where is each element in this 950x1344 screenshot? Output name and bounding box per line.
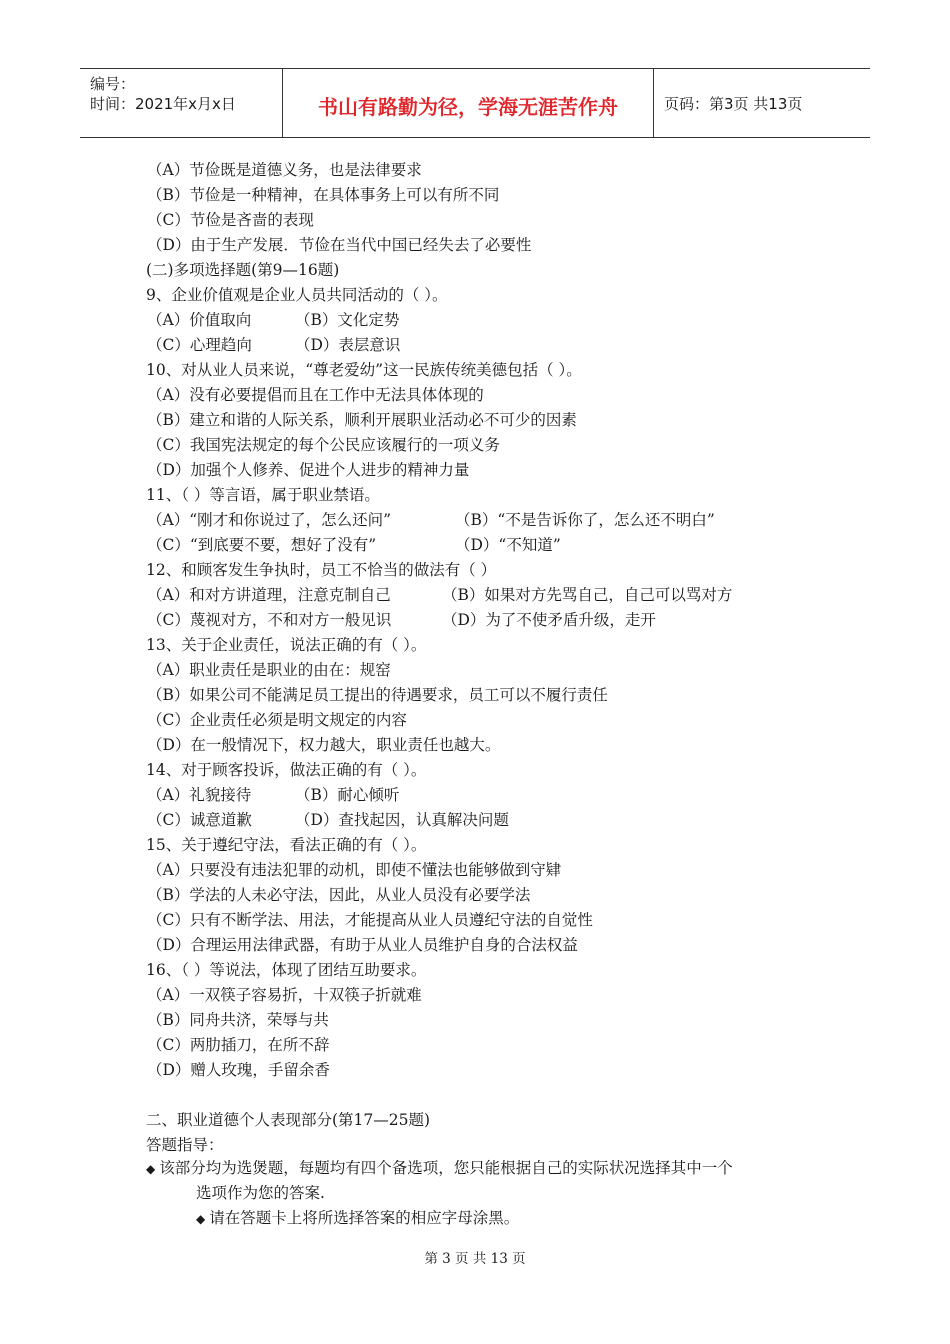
diamond-bullet-icon: ◆ — [196, 1212, 206, 1226]
q10-stem: 10、对从业人员来说，“尊老爱幼”这一民族传统美德包括（ ）。 — [146, 361, 582, 379]
q14-stem: 14、对于顾客投诉，做法正确的有（ ）。 — [146, 761, 427, 779]
q12-stem: 12、和顾客发生争执时，员工不恰当的做法有（ ） — [146, 561, 497, 579]
q9-option-c: （C）心理趋向 — [147, 336, 252, 354]
q16-option-c: （C）两肋插刀，在所不辞 — [147, 1036, 330, 1054]
q15-option-b: （B）学法的人未必守法，因此，从业人员没有必要学法 — [147, 886, 531, 904]
q14-option-a: （A）礼貌接待 — [147, 786, 252, 804]
q12-option-d: （D）为了不使矛盾升级，走开 — [442, 611, 656, 629]
header-info-cell — [80, 69, 283, 137]
q15-option-c: （C）只有不断学法、用法，才能提高从业人员遵纪守法的自觉性 — [147, 911, 593, 929]
motto: 书山有路勤为径，学海无涯苦作舟 — [318, 95, 618, 119]
q9-stem: 9、企业价值观是企业人员共同活动的（ ）。 — [146, 286, 448, 304]
answer-guide-label: 答题指导： — [146, 1136, 224, 1154]
q12-option-b: （B）如果对方先骂自己，自己可以骂对方 — [442, 586, 733, 604]
page-footer: 第 3 页 共 13 页 — [424, 1251, 526, 1267]
instruction-bullet-1 — [146, 1158, 733, 1179]
section-heading-multiple-choice: (二)多项选择题(第9—16题) — [146, 261, 340, 279]
q13-option-b: （B）如果公司不能满足员工提出的待遇要求，员工可以不履行责任 — [147, 686, 608, 704]
q8-option-a: （A）节俭既是道德义务，也是法律要求 — [147, 161, 422, 179]
q11-option-c: （C）“到底要不要，想好了没有” — [147, 536, 377, 554]
q9-option-b: （B）文化定势 — [295, 311, 400, 329]
diamond-bullet-icon: ◆ — [146, 1162, 156, 1176]
q11-stem: 11、（ ）等言语，属于职业禁语。 — [146, 486, 380, 504]
q8-option-b: （B）节俭是一种精神，在具体事务上可以有所不同 — [147, 186, 500, 204]
q15-stem: 15、关于遵纪守法，看法正确的有（ ）。 — [146, 836, 427, 854]
q13-option-d: （D）在一般情况下，权力越大，职业责任也越大。 — [147, 736, 501, 754]
page-header — [80, 68, 870, 138]
q12-option-c: （C）蔑视对方，不和对方一般见识 — [147, 611, 392, 629]
q8-option-c: （C）节俭是吝啬的表现 — [147, 211, 314, 229]
q11-option-d: （D）“不知道” — [455, 536, 561, 554]
q15-option-a: （A）只要没有违法犯罪的动机，即使不懂法也能够做到守肄 — [147, 861, 562, 879]
header-page-cell — [654, 69, 870, 137]
q10-option-c: （C）我国宪法规定的每个公民应该履行的一项义务 — [147, 436, 500, 454]
q10-option-d: （D）加强个人修养、促进个人进步的精神力量 — [147, 461, 470, 479]
q16-stem: 16、（ ）等说法，体现了团结互助要求。 — [146, 961, 427, 979]
date-label: 时间：2021年x月x日 — [90, 95, 236, 113]
q13-option-c: （C）企业责任必须是明文规定的内容 — [147, 711, 407, 729]
q16-option-d: （D）赠人玫瑰，手留余香 — [147, 1061, 330, 1079]
q13-option-a: （A）职业责任是职业的由在：规窑 — [147, 661, 391, 679]
q13-stem: 13、关于企业责任，说法正确的有（ ）。 — [146, 636, 427, 654]
instruction-bullet-2 — [196, 1208, 519, 1229]
q16-option-b: （B）同舟共济，荣辱与共 — [147, 1011, 329, 1029]
header-motto-cell — [283, 69, 654, 137]
q8-option-d: （D）由于生产发展．节俭在当代中国已经失去了必要性 — [147, 236, 532, 254]
q10-option-a: （A）没有必要提倡而且在工作中无法具体体现的 — [147, 386, 484, 404]
page-number-label: 页码：第3页 共13页 — [664, 95, 803, 113]
q14-option-d: （D）查找起因，认真解决问题 — [295, 811, 509, 829]
q16-option-a: （A）一双筷子容易折，十双筷子折就难 — [147, 986, 422, 1004]
section-heading-personal-performance: 二、职业道德个人表现部分(第17—25题) — [146, 1111, 431, 1129]
q11-option-a: （A）“刚才和你说过了，怎么还问” — [147, 511, 392, 529]
q11-option-b: （B）“不是告诉你了，怎么还不明白” — [455, 511, 715, 529]
instruction-1-text: 该部分均为选煲题，每题均有四个备选项，您只能根据自己的实际状况选择其中一个 — [159, 1159, 733, 1177]
q9-option-a: （A）价值取向 — [147, 311, 252, 329]
q14-option-c: （C）诚意道歉 — [147, 811, 252, 829]
q14-option-b: （B）耐心倾听 — [295, 786, 400, 804]
instruction-2-text: 请在答题卡上将所选择答案的相应字母涂黑。 — [209, 1209, 520, 1227]
q10-option-b: （B）建立和谐的人际关系，顺利开展职业活动必不可少的因素 — [147, 411, 577, 429]
serial-number-label: 编号： — [90, 75, 136, 93]
instruction-bullet-1-continued: 选项作为您的答案. — [196, 1184, 325, 1202]
q15-option-d: （D）合理运用法律武器，有助于从业人员维护自身的合法权益 — [147, 936, 578, 954]
q12-option-a: （A）和对方讲道理，注意克制自己 — [147, 586, 391, 604]
q9-option-d: （D）表层意识 — [295, 336, 401, 354]
